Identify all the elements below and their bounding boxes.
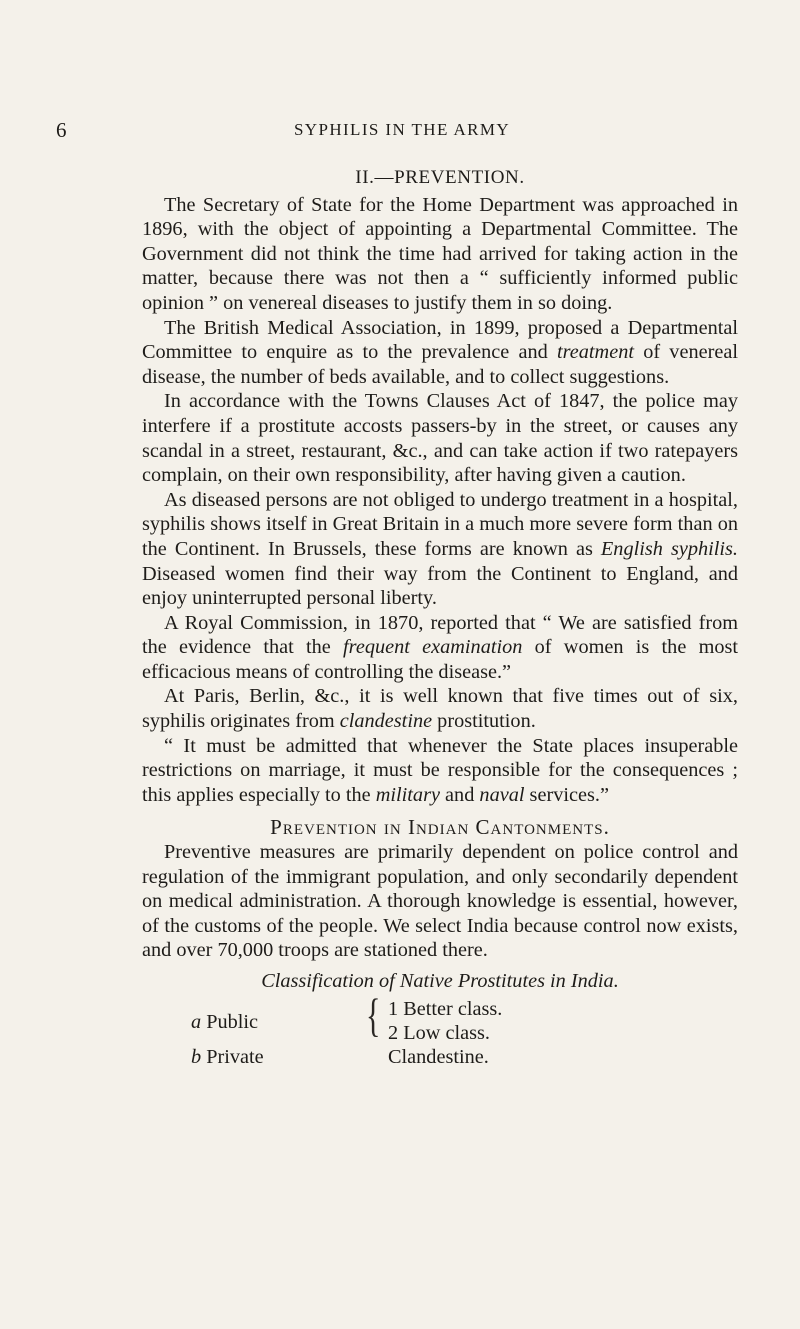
italic-text: treatment — [557, 341, 634, 364]
paragraph-text: of venereal disease, the number of beds available, and to collect suggestions. — [142, 341, 738, 388]
paragraph-text: The British Medical Association, in 1899, proposed a Departmental Committee to enquire as to the prevalence and — [142, 316, 738, 364]
italic-text: English syphilis. — [600, 537, 738, 560]
paragraph-text: and — [439, 783, 480, 806]
paragraph-text: of women is the most efficacious means of controlling the disease.” — [142, 636, 739, 683]
item-label: Public — [206, 1010, 259, 1033]
paragraph — [142, 611, 738, 685]
paragraph — [142, 684, 738, 733]
quotation-paragraph — [142, 734, 738, 808]
italic-text: clandestine — [339, 710, 433, 733]
paragraph-text: Diseased women find their way from the Continent to England, and enjoy uninterrupted personal liberty. — [142, 562, 738, 610]
page-number: 6 — [56, 118, 67, 142]
paragraph — [142, 840, 738, 963]
paragraph-text: services.” — [524, 783, 609, 806]
italic-text: military — [375, 783, 440, 806]
paragraph-text: Preventive measures are primarily dependent on police control and regulation of the immigrant population, and only secondarily dependent on medical administration. A thorough knowledge is essential, however, of the customs of the people. We select India because control now exists, and over 70,000 troops are stationed there. — [142, 841, 738, 962]
public-subitem: 1 Better class. — [388, 997, 503, 1020]
body-text — [142, 166, 738, 1076]
paragraph-text: In accordance with the Towns Clauses Act of 1847, the police may interfere if a prostitute accosts passers-by in the street, or causes any scandal in a street, restaurant, &c., and can take action if two ratepayers complain, on their own responsibility, after having given a caution. — [142, 390, 738, 487]
private-subitem: Clandestine. — [388, 1045, 489, 1068]
paragraph — [142, 316, 738, 390]
subheading: Prevention in Indian Cantonments. — [270, 815, 610, 840]
item-letter: b — [191, 1045, 202, 1068]
paragraph-text: A Royal Commission, in 1870, reported that “ We are satisfied from the evidence that the — [142, 611, 738, 659]
paragraph-text: “ It must be admitted that whenever the State places insuperable restrictions on marriage, it must be responsible for the consequences ; this applies especially to the — [142, 734, 738, 806]
public-subitem: 2 Low class. — [388, 1021, 490, 1044]
paragraph — [142, 389, 738, 487]
classification-table — [142, 990, 738, 1076]
paragraph — [142, 488, 738, 611]
paragraph-text: prostitution. — [432, 710, 536, 733]
item-label: Private — [206, 1045, 264, 1068]
brace: { — [366, 990, 381, 1042]
page-header — [52, 118, 752, 148]
paragraph-text: At Paris, Berlin, &c., it is well known that five times out of six, syphilis originates from — [142, 685, 738, 733]
italic-text: frequent examination — [343, 636, 523, 659]
italic-text: naval — [479, 783, 525, 806]
item-letter: a — [191, 1010, 202, 1033]
paragraph-text: The Secretary of State for the Home Department was approached in 1896, with the object of appointing a Departmental Committee. The Government did not think the time had arrived for taking action in the matter, because there was not then a “ sufficiently informed public opinion ” on venereal diseases to justify them in so doing. — [142, 193, 738, 314]
paragraph — [142, 193, 738, 316]
running-title: SYPHILIS IN THE ARMY — [293, 120, 511, 139]
section-heading: II.—PREVENTION. — [355, 167, 525, 188]
private-row-label — [191, 1045, 264, 1070]
public-row-label — [191, 1010, 258, 1035]
classification-title: Classification of Native Prostitutes in India. — [261, 970, 619, 992]
paragraph-text: As diseased persons are not obliged to undergo treatment in a hospital, syphilis shows itself in Great Britain in a much more severe form than on the Continent. In Brussels, these forms are known as — [142, 488, 738, 560]
